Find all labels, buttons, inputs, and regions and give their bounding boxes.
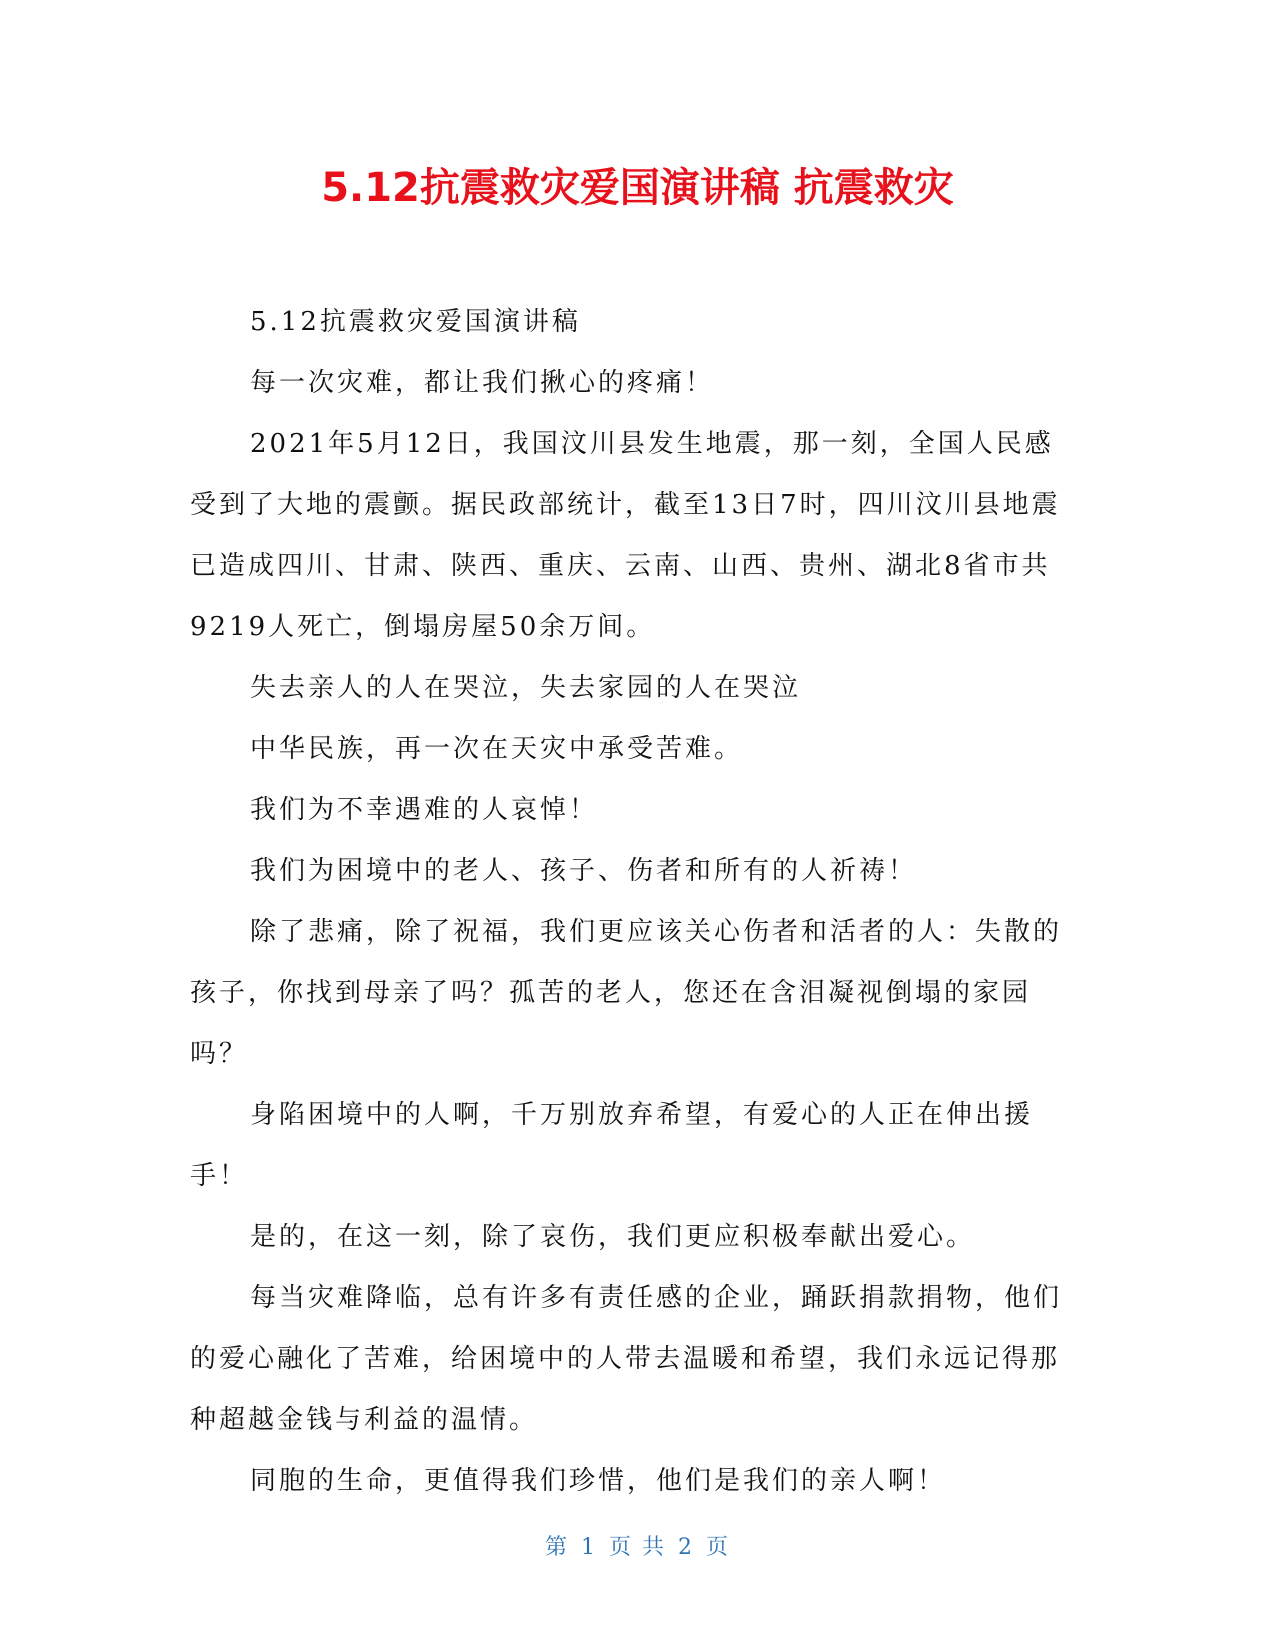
paragraph: 每一次灾难，都让我们揪心的疼痛！ — [250, 368, 715, 398]
footer-current-page: 1 — [581, 1535, 597, 1560]
document-title: 5.12抗震救灾爱国演讲稿 抗震救灾 — [321, 165, 954, 211]
paragraph: 同胞的生命，更值得我们珍惜，他们是我们的亲人啊！ — [250, 1466, 947, 1496]
paragraph: 是的，在这一刻，除了哀伤，我们更应积极奉献出爱心。 — [250, 1222, 976, 1252]
document-body — [190, 292, 1070, 1512]
paragraph: 5.12抗震救灾爱国演讲稿 — [250, 307, 581, 337]
paragraph: 身陷困境中的人啊，千万别放弃希望，有爱心的人正在伸出援手！ — [190, 1100, 1034, 1191]
footer-prefix: 第 — [544, 1535, 569, 1560]
footer-suffix: 页 — [706, 1535, 731, 1560]
paragraph: 2021年5月12日，我国汶川县发生地震，那一刻，全国人民感受到了大地的震颤。据民政部统计，截至13日7时，四川汶川县地震已造成四川、甘肃、陕西、重庆、云南、山西、贵州、湖北8省市共9219人死亡，倒塌房屋50余万间。 — [190, 429, 1061, 642]
paragraph: 失去亲人的人在哭泣，失去家园的人在哭泣 — [250, 673, 802, 703]
paragraph: 中华民族，再一次在天灾中承受苦难。 — [250, 734, 744, 764]
paragraph: 我们为不幸遇难的人哀悼！ — [250, 795, 599, 825]
footer-middle: 页 共 — [609, 1535, 666, 1560]
page-number-footer — [0, 1533, 1275, 1563]
paragraph: 我们为困境中的老人、孩子、伤者和所有的人祈祷！ — [250, 856, 918, 886]
paragraph: 每当灾难降临，总有许多有责任感的企业，踊跃捐款捐物，他们的爱心融化了苦难，给困境中的人带去温暖和希望，我们永远记得那种超越金钱与利益的温情。 — [190, 1283, 1063, 1435]
footer-total-pages: 2 — [678, 1535, 694, 1560]
paragraph: 除了悲痛，除了祝福，我们更应该关心伤者和活者的人：失散的孩子，你找到母亲了吗？孤苦的老人，您还在含泪凝视倒塌的家园吗？ — [190, 917, 1063, 1069]
